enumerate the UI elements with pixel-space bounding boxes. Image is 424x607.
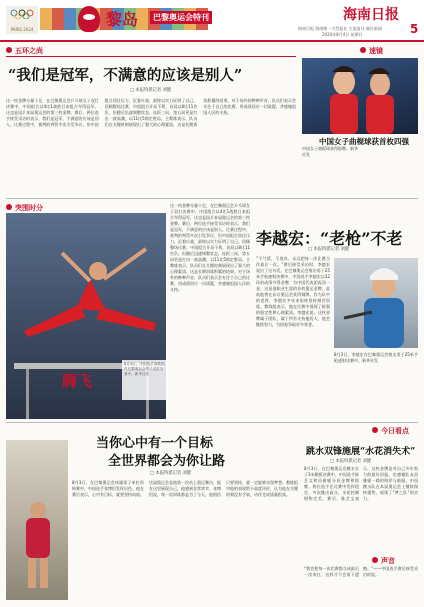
voice-body: “我会把每一次比赛都当成最后一次来打，这样才不会留下遗憾。”——中国选手赛后接受采访时说。 xyxy=(304,566,418,577)
side-headline: 跳水双锋施展“水花消失术” xyxy=(306,447,416,457)
section-rule xyxy=(6,56,296,57)
gym-photo-caption: 8月3日，中国选手邹敬园在巴黎奥运会男子双杠决赛中。新华社发 xyxy=(122,360,168,400)
newspaper-name: 海南日报 xyxy=(343,7,399,23)
lead-body-continued: 这一枚金牌分量十足，在巴黎奥运会乒乓球女子双打决赛中，中国组合以4比1战胜日本组合夺得冠军，这也是国乒本届奥运会的第三枚金牌。赛后，两位选手接受采访时表示，我们是冠军，不满意的应该是别人。比赛过程中，裁判的判罚多次引发争议，但中国组合顶住压力，沉着应战，最终以实力证明了自己。回顾整场比赛，中国组合开局不利，首局以8比11告负，但随后迅速调整状态，连扳三局，第五局更是打出一波高潮，以11比5锁定胜局。主教练表示，队员们在关键时刻展现出了强大的心理素质，这是长期训练积累的结果。对于场外的种种声音，队员们表示会专注于自己的比赛，用成绩回应一切质疑，并感谢祖国人民的支持。 xyxy=(170,203,250,292)
bottom-byline: □ 本报特派记者 刘健 xyxy=(150,471,192,476)
bottom-headline-line1: 当你心中有一个目标 xyxy=(96,436,214,451)
table-tennis-photo xyxy=(302,58,418,134)
player-figure-icon xyxy=(6,440,68,600)
photo-top-caption: 中国女子曲棍球获得银牌。新华社发 xyxy=(302,146,358,157)
section-tag-tuwei: 突围时分 xyxy=(6,203,43,213)
brand-title: 黎岛 xyxy=(106,10,139,29)
bottom-photo xyxy=(6,440,68,600)
shooter-figure-icon xyxy=(334,258,418,348)
lead-byline: □ 本报特派记者 刘健 xyxy=(130,88,172,93)
olympic-caption: PARIS 2024 xyxy=(10,27,34,32)
page-number: 5 xyxy=(410,22,419,36)
gym-photo-title: 腾飞 xyxy=(62,372,93,390)
olympic-logo xyxy=(6,6,38,34)
coach-photo-caption: 8月3日，李越宏在巴黎奥运会射击男子25米手枪速射决赛中。新华社发 xyxy=(334,352,418,363)
feature-headline: 李越宏：“老枪”不老 xyxy=(256,229,403,248)
divider xyxy=(6,198,418,199)
side-byline: □ 本报特派记者 刘健 xyxy=(330,459,372,464)
feature-byline: □ 本报特派记者 刘健 xyxy=(308,247,350,252)
masthead-date: 2024年8月4日 星期日 xyxy=(322,32,363,37)
bottom-headline-line2: 全世界都会为你让路 xyxy=(108,454,226,469)
coach-photo xyxy=(334,258,418,348)
side-body: 8月3日，在巴黎奥运会跳水女子3米跳板决赛中，中国选手陈艺文和昌雅妮分获金牌和银牌。两位选手在比赛中发挥稳定，多次跳出高分，水花控制堪称完美。赛后，陈艺文表示，这枚金牌是对自己多年努力的最好回报，也感谢队友昌雅妮一路的陪伴与鼓励。中国跳水队在本届奥运会上继续保持强势，展现了“梦之队”的实力。 xyxy=(304,466,418,501)
lead-body: 这一枚金牌分量十足，在巴黎奥运会乒乓球女子双打决赛中，中国组合以4比1战胜日本组合夺得冠军，这也是国乒本届奥运会的第三枚金牌。赛后，两位选手接受采访时表示，我们是冠军，不满意的应该是别人。比赛过程中，裁判的判罚多次引发争议，但中国组合顶住压力，沉着应战，最终以实力证明了自己。回顾整场比赛，中国组合开局不利，首局以8比11告负，但随后迅速调整状态，连扳三局，第五局更是打出一波高潮，以11比5锁定胜局。主教练表示，队员们在关键时刻展现出了强大的心理素质，这是长期训练积累的结果。对于场外的种种声音，队员们表示会专注于自己的比赛，用成绩回应一切质疑，并感谢祖国人民的支持。 xyxy=(6,98,296,127)
athletes-figure-icon xyxy=(302,58,418,134)
bottom-body: 8月3日，在巴黎奥运会体操男子单杠资格赛中，中国选手张博恒发挥出色。他在赛后表示，心中有目标，就要坚持向前。这届奥运会是他第一次站上奥运舞台，能在这里展现自己，他感到非常荣幸。张博恒说，每一次训练都是为了今天，他相信只要坚持，就一定能够实现梦想。教练组对他的表现给予高度评价，认为他在关键时刻没有手软，动作完成质量很高。 xyxy=(72,480,298,497)
olympic-rings-icon xyxy=(10,9,34,19)
mascot-icon xyxy=(78,6,100,32)
divider xyxy=(6,422,418,423)
section-tag-wuhuan: 五环之尚 xyxy=(6,46,43,56)
brand-subtitle: 巴黎奥运会特刊 xyxy=(150,11,212,24)
feature-body: “不气馁，不放弃，永远把每一次比赛当作最后一次。”赛后接受采访时，李越宏说出了这句话。在巴黎奥运会射击男子25米手枪速射决赛中，中国选手李越宏以32环的成绩夺得金牌，为中国代表团再添一金。这是他职业生涯的首枚奥运金牌，此前他曾在东京奥运会获得铜牌。作为队中的老将，李越宏多年来始终坚持刻苦训练。教练组表示，他在比赛中展现了极强的稳定性和心理素质。李越宏说，这枚金牌属于团队，属于所有支持他的人，他会继续努力，为国家争取更多荣誉。 xyxy=(256,256,330,327)
section-tag-jinri: 今日看点 xyxy=(372,426,409,436)
section-tag-sujing: 速镜 xyxy=(360,46,383,56)
photo-top-title: 中国女子曲棍球获首枚四强 xyxy=(319,137,409,146)
masthead-slogan: 海南日报 海南唯一大型报业 主流报刊 做好新闻 xyxy=(298,26,382,31)
section-tag-shengyin: 声音 xyxy=(372,556,395,566)
lead-headline: “我们是冠军，不满意的应该是别人” xyxy=(8,67,243,84)
